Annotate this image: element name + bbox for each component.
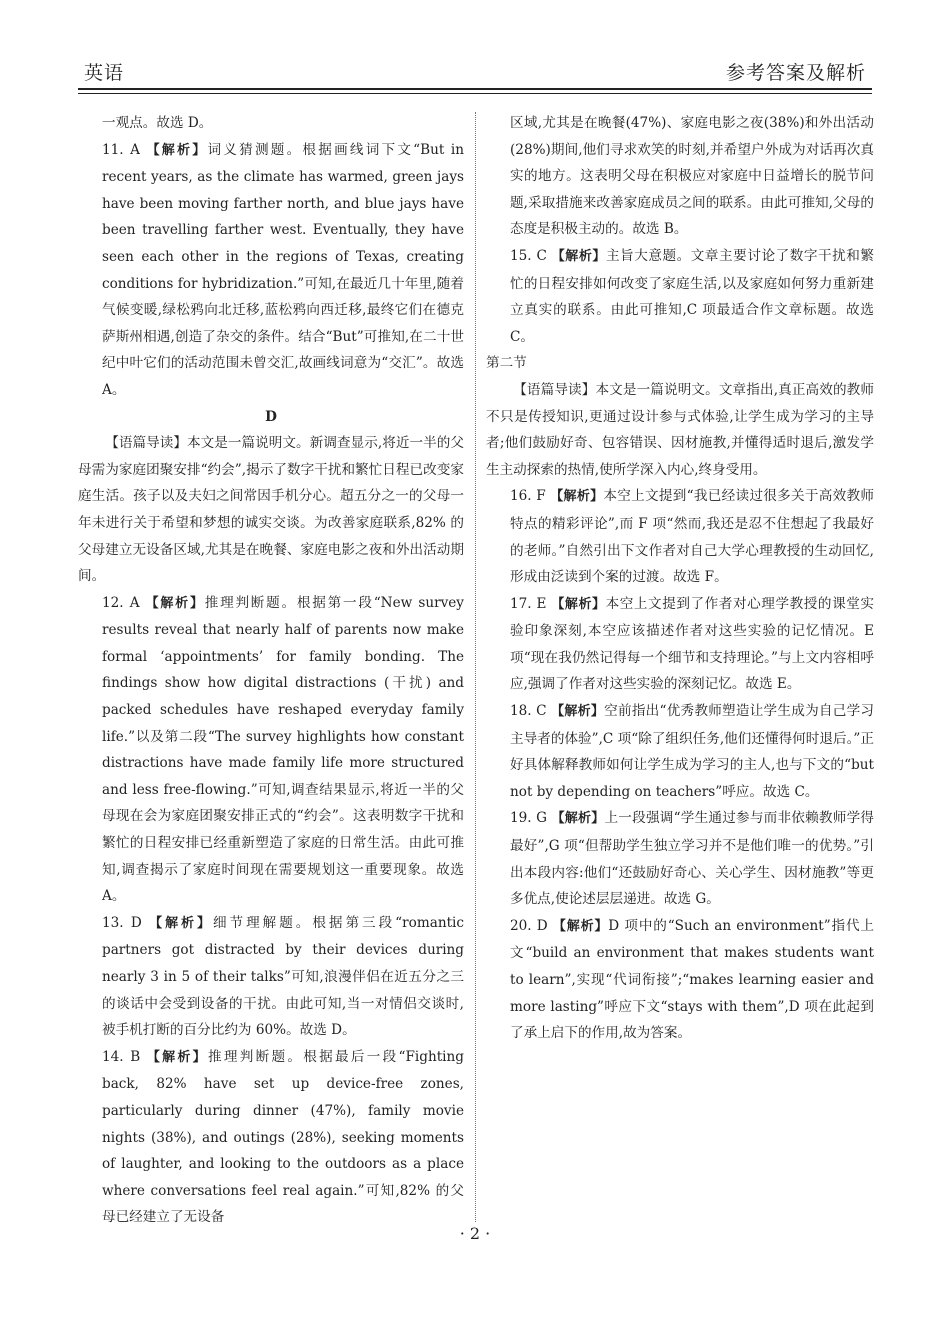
analysis-text: 推理判断题。根据第一段“New survey results reveal that nearly half of parents now make formal ‘appointments’ for family bonding. The findings show how digital distractions (干扰) and packed schedules have reshaped everyday family life.”以及第二段“The survey highlights how constant distractions have made family life more structured and less free-flowing.”可知,调查结果显示,将近一半的父母现在会为家庭团聚安排正式的“约会”。这表明数字干扰和繁忙的日程安排已经重新塑造了家庭的日常生活。由此可推知,调查揭示了家庭时间现在需要规划这一重要现象。故选 A。 xyxy=(102,594,464,905)
answer-key: 20. D xyxy=(510,917,548,934)
section-heading-d: D xyxy=(265,408,277,425)
answer-item-17 xyxy=(486,591,874,698)
analysis-tag: 【解析】 xyxy=(145,595,205,611)
answer-key: 17. E xyxy=(510,595,547,612)
header-rule-thin xyxy=(78,93,872,94)
analysis-text: 本空上文提到“我已经读过很多关于高效教师特点的精彩评论”,而 F 项“然而,我还是忍不住想起了我最好的老师。”自然引出下文作者对自己大学心理教授的生动回忆,形成由泛读到个案的过渡。故选 F。 xyxy=(510,488,874,586)
answer-key: 19. G xyxy=(510,810,548,827)
right-column xyxy=(486,110,874,1047)
continuation-text: 区域,尤其是在晚餐(47%)、家庭电影之夜(38%)和外出活动(28%)期间,他们寻求欢笑的时刻,并希望户外成为对话再次真实的地方。这表明父母在积极应对家庭中日益增长的脱节问题,采取措施来改善家庭成员之间的联系。由此可推知,父母的态度是积极主动的。故选 B。 xyxy=(510,115,874,238)
analysis-text: 上一段强调“学生通过参与而非依赖教师学得最好”,G 项“但帮助学生独立学习并不是他们唯一的优势。”引出本段内容:他们“还鼓励好奇心、关心学生、因材施教”等更多优点,使论述层层递进。故选 G。 xyxy=(510,810,874,908)
item-number xyxy=(78,137,102,404)
analysis-text: 空前指出“优秀教师塑造让学生成为自己学习主导者的体验”,C 项“除了组织任务,他们还懂得何时退后。”正好具体解释教师如何让学生成为学习的主人,也与下文的“but not by depending on teachers”呼应。故选 C。 xyxy=(510,703,875,800)
analysis-tag: 【解析】 xyxy=(146,142,208,158)
analysis-tag: 【解析】 xyxy=(552,918,609,934)
answer-item-15 xyxy=(486,243,874,350)
answer-key: 14. B xyxy=(102,1048,141,1065)
answer-key: 13. D xyxy=(102,914,142,931)
analysis-text: 本空上文提到了作者对心理学教授的课堂实验印象深刻,本空应该描述作者对这些实验的记忆情况。E 项“现在我仍然记得每一个细节和支持理论。”与上文内容相呼应,强调了作者对这些实验的深刻记忆。故选 E。 xyxy=(510,595,874,693)
passage-guide: 【语篇导读】本文是一篇说明文。新调查显示,将近一半的父母需为家庭团聚安排“约会”,揭示了数字干扰和繁忙日程已改变家庭生活。孩子以及夫妇之间常因手机分心。超五分之一的父母一年未进行关于希望和梦想的诚实交谈。为改善家庭联系,82% 的父母建立无设备区域,尤其是在晚餐、家庭电影之夜和外出活动期间。 xyxy=(78,435,464,585)
page-header xyxy=(78,0,872,92)
answer-item-19 xyxy=(486,805,874,912)
analysis-tag: 【解析】 xyxy=(149,915,213,931)
analysis-text: 细节理解题。根据第三段“romantic partners got distracted by their devices during nearly 3 in 5 of their talks”可知,浪漫伴侣在近五分之三的谈话中会受到设备的干扰。由此可知,当一对情侣交谈时,被手机打断的百分比约为 60%。故选 D。 xyxy=(102,914,464,1039)
analysis-tag: 【解析】 xyxy=(551,811,605,827)
answer-key: 18. C xyxy=(510,703,547,720)
analysis-text: 推理判断题。根据最后一段“Fighting back, 82% have set up device-free zones, particularly during dinner (47%), family movie nights (38%), and outings (28%), seeking moments of laughter, and looking to the outdoors as a place where conversations feel real again.”可知,82% 的父母已经建立了无设备 xyxy=(102,1048,464,1226)
analysis-text: 词义猜测题。根据画线词下文“But in recent years, as the climate has warmed, green jays have been moving farther north, and blue jays have been travelling farther west. Eventually, they have seen each other in the regions of Texas, creating conditions for hybridization.”可知,在最近几十年里,随着气候变暖,绿松鸦向北迁移,蓝松鸦向西迁移,最终它们在德克萨斯州相遇,创造了杂交的条件。结合“But”可推知,在二十世纪中叶它们的活动范围未曾交汇,故画线词意为“交汇”。故选 A。 xyxy=(102,141,464,398)
answer-item-14 xyxy=(78,1044,464,1231)
subject-label: 英语 xyxy=(84,62,125,84)
analysis-tag: 【解析】 xyxy=(550,489,604,505)
answer-key: 15. C xyxy=(510,247,547,264)
column-divider xyxy=(475,112,476,1222)
answer-key: 11. A xyxy=(102,141,140,158)
answer-item-20 xyxy=(486,913,874,1047)
answer-key: 12. A xyxy=(102,594,140,611)
analysis-tag: 【解析】 xyxy=(551,596,606,612)
answer-item-11 xyxy=(78,137,464,404)
continuation-text: 一观点。故选 D。 xyxy=(102,115,213,131)
analysis-text: D 项中的“Such an environment”指代上文“build an environment that makes students want to learn”,实现“代词衔接”;“makes learning easier and more lasting”呼应下文“stays with them”,D 项在此起到了承上启下的作用,故为答案。 xyxy=(510,917,874,1042)
answer-item-12 xyxy=(78,590,464,910)
passage-guide: 【语篇导读】本文是一篇说明文。文章指出,真正高效的教师不只是传授知识,更通过设计参与式体验,让学生成为学习的主导者;他们鼓励好奇、包容错误、因材施教,并懂得适时退后,激发学生主动探索的热情,使所学深入内心,终身受用。 xyxy=(486,381,874,478)
answer-item-16 xyxy=(486,483,874,590)
page-number: · 2 · xyxy=(459,1224,491,1243)
answer-item-13 xyxy=(78,910,464,1044)
analysis-text: 主旨大意题。文章主要讨论了数字干扰和繁忙的日程安排如何改变了家庭生活,以及家庭如何努力重新建立真实的联系。由此可推知,C 项最适合作文章标题。故选 C。 xyxy=(510,247,875,345)
analysis-tag: 【解析】 xyxy=(551,248,606,264)
section-heading-2: 第二节 xyxy=(486,355,527,372)
left-column xyxy=(78,110,464,1231)
analysis-tag: 【解析】 xyxy=(146,1049,208,1065)
header-title: 参考答案及解析 xyxy=(725,62,866,84)
answer-item-18 xyxy=(486,698,874,805)
answer-key: 16. F xyxy=(510,488,546,505)
header-rule-thick xyxy=(78,88,872,90)
analysis-tag: 【解析】 xyxy=(551,704,605,720)
